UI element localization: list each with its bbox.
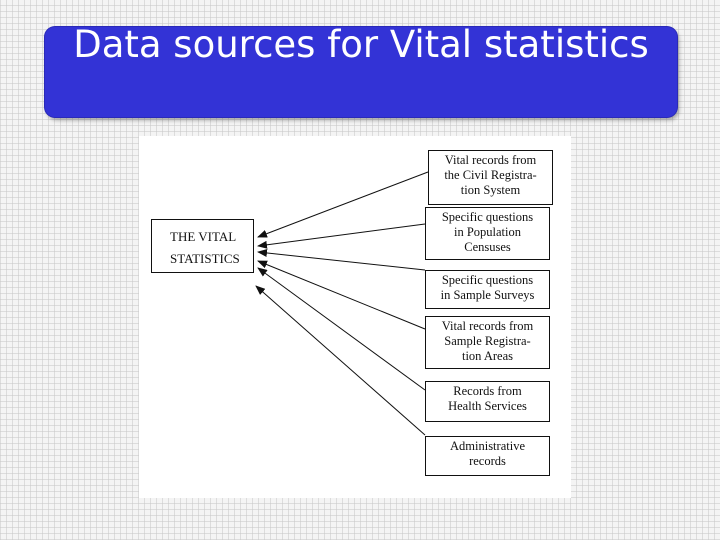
arrow-sample-surveys	[258, 252, 425, 270]
arrow-administrative	[256, 286, 425, 435]
source-box-sample-registration: Vital records from Sample Registra- tion Areas	[425, 316, 550, 369]
vital-statistics-line2: STATISTICS	[170, 251, 240, 266]
arrow-sample-registration	[258, 261, 425, 329]
diagram-figure	[139, 136, 571, 498]
vital-statistics-box	[151, 219, 254, 273]
source-box-population-censuses: Specific questions in Population Censuses	[425, 207, 550, 260]
slide-title: Data sources for Vital statistics	[73, 23, 649, 66]
source-box-health-services: Records from Health Services	[425, 381, 550, 422]
vital-statistics-line1: THE VITAL	[170, 229, 237, 244]
source-box-civil-registration: Vital records from the Civil Registra- tion System	[428, 150, 553, 205]
source-box-administrative: Administrative records	[425, 436, 550, 476]
source-box-sample-surveys: Specific questions in Sample Surveys	[425, 270, 550, 309]
arrow-health-services	[258, 268, 425, 390]
